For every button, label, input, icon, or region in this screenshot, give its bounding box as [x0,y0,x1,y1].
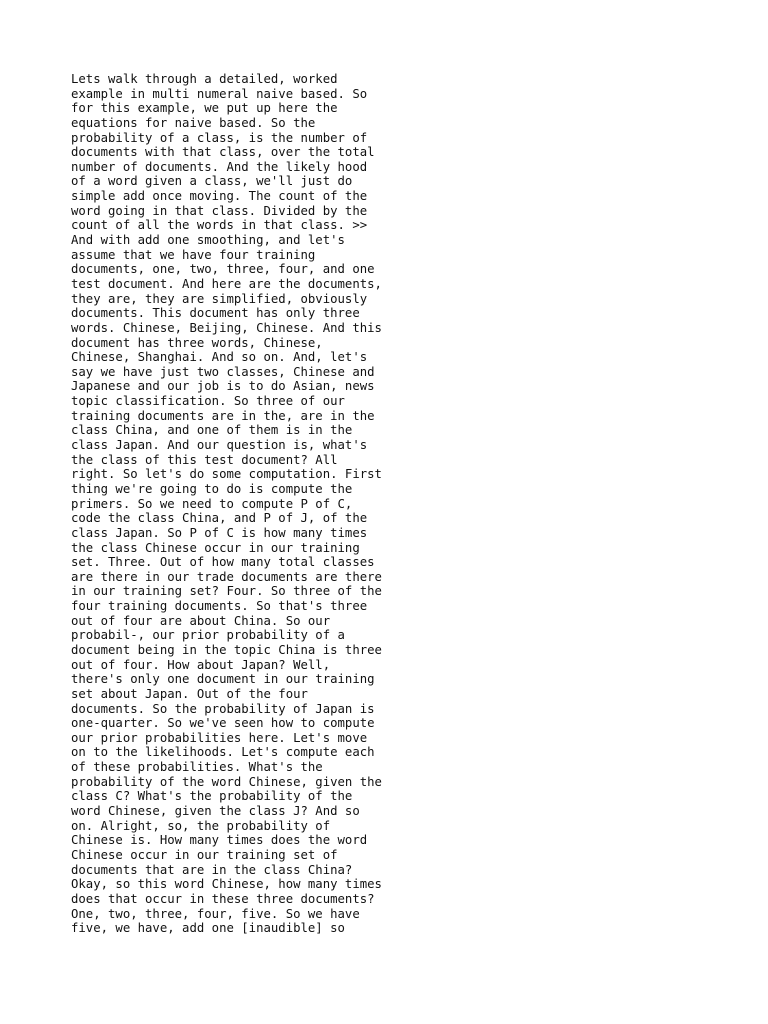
transcript-line: document has three words, Chinese, [71,335,323,350]
transcript-line: out of four. How about Japan? Well, [71,657,331,672]
transcript-line: example in multi numeral naive based. So [71,86,368,101]
transcript-line: words. Chinese, Beijing, Chinese. And this [71,320,382,335]
transcript-line: one-quarter. So we've seen how to compute [71,716,375,731]
transcript-line: number of documents. And the likely hood [71,159,368,174]
transcript-line: Lets walk through a detailed, worked [71,72,338,86]
transcript-line: for this example, we put up here the [71,101,338,116]
transcript-line: the class of this test document? All [71,452,338,467]
transcript-line: four training documents. So that's three [71,599,368,614]
transcript-line: primers. So we need to compute P of C, [71,496,353,511]
transcript-line: they are, they are simplified, obviously [71,291,368,306]
transcript-line: Chinese occur in our training set of [71,847,338,862]
transcript-line: equations for naive based. So the [71,115,316,130]
transcript-line: class Japan. And our question is, what's [71,438,368,453]
transcript-line: word going in that class. Divided by the [71,203,368,218]
transcript-line: out of four are about China. So our [71,613,331,628]
transcript-line: topic classification. So three of our [71,394,345,409]
transcript-line: set. Three. Out of how many total classes [71,555,375,570]
transcript-line: say we have just two classes, Chinese and [71,364,375,379]
transcript-line: five, we have, add one [inaudible] so [71,921,345,936]
transcript-line: One, two, three, four, five. So we have [71,906,360,921]
transcript-line: documents with that class, over the total [71,145,375,160]
transcript-line: right. So let's do some computation. First [71,467,382,482]
transcript-line: are there in our trade documents are there [71,569,382,584]
transcript-line: code the class China, and P of J, of the [71,511,368,526]
transcript-line: on to the likelihoods. Let's compute each [71,745,375,760]
transcript-line: our prior probabilities here. Let's move [71,730,368,745]
transcript-line: training documents are in the, are in the [71,408,375,423]
transcript-line: test document. And here are the documents, [71,276,382,291]
transcript-text [71,72,711,936]
transcript-line: Chinese, Shanghai. And so on. And, let's [71,350,368,365]
transcript-line: documents. So the probability of Japan is [71,701,375,716]
transcript-line: class C? What's the probability of the [71,789,353,804]
transcript-line: of a word given a class, we'll just do [71,174,353,189]
transcript-line: Okay, so this word Chinese, how many times [71,877,382,892]
transcript-line: of these probabilities. What's the [71,760,323,775]
transcript-line: And with add one smoothing, and let's [71,233,345,248]
transcript-line: assume that we have four training [71,247,316,262]
transcript-line: there's only one document in our training [71,672,375,687]
transcript-line: count of all the words in that class. >> [71,218,368,233]
transcript-line: documents that are in the class China? [71,862,353,877]
transcript-line: in our training set? Four. So three of the [71,584,382,599]
transcript-line: on. Alright, so, the probability of [71,818,331,833]
transcript-line: class China, and one of them is in the [71,423,353,438]
transcript-line: word Chinese, given the class J? And so [71,804,360,819]
transcript-line: does that occur in these three documents? [71,891,375,906]
transcript-line: documents, one, two, three, four, and one [71,262,375,277]
transcript-line: simple add once moving. The count of the [71,189,368,204]
transcript-line: documents. This document has only three [71,306,360,321]
transcript-line: Chinese is. How many times does the word [71,833,368,848]
transcript-line: set about Japan. Out of the four [71,686,308,701]
transcript-line: probability of the word Chinese, given the [71,774,382,789]
transcript-line: probability of a class, is the number of [71,130,368,145]
transcript-line: thing we're going to do is compute the [71,481,353,496]
transcript-line: document being in the topic China is three [71,642,382,657]
transcript-line: the class Chinese occur in our training [71,540,360,555]
transcript-line: probabil-, our prior probability of a [71,628,345,643]
transcript-line: class Japan. So P of C is how many times [71,525,368,540]
transcript-line: Japanese and our job is to do Asian, news [71,379,375,394]
